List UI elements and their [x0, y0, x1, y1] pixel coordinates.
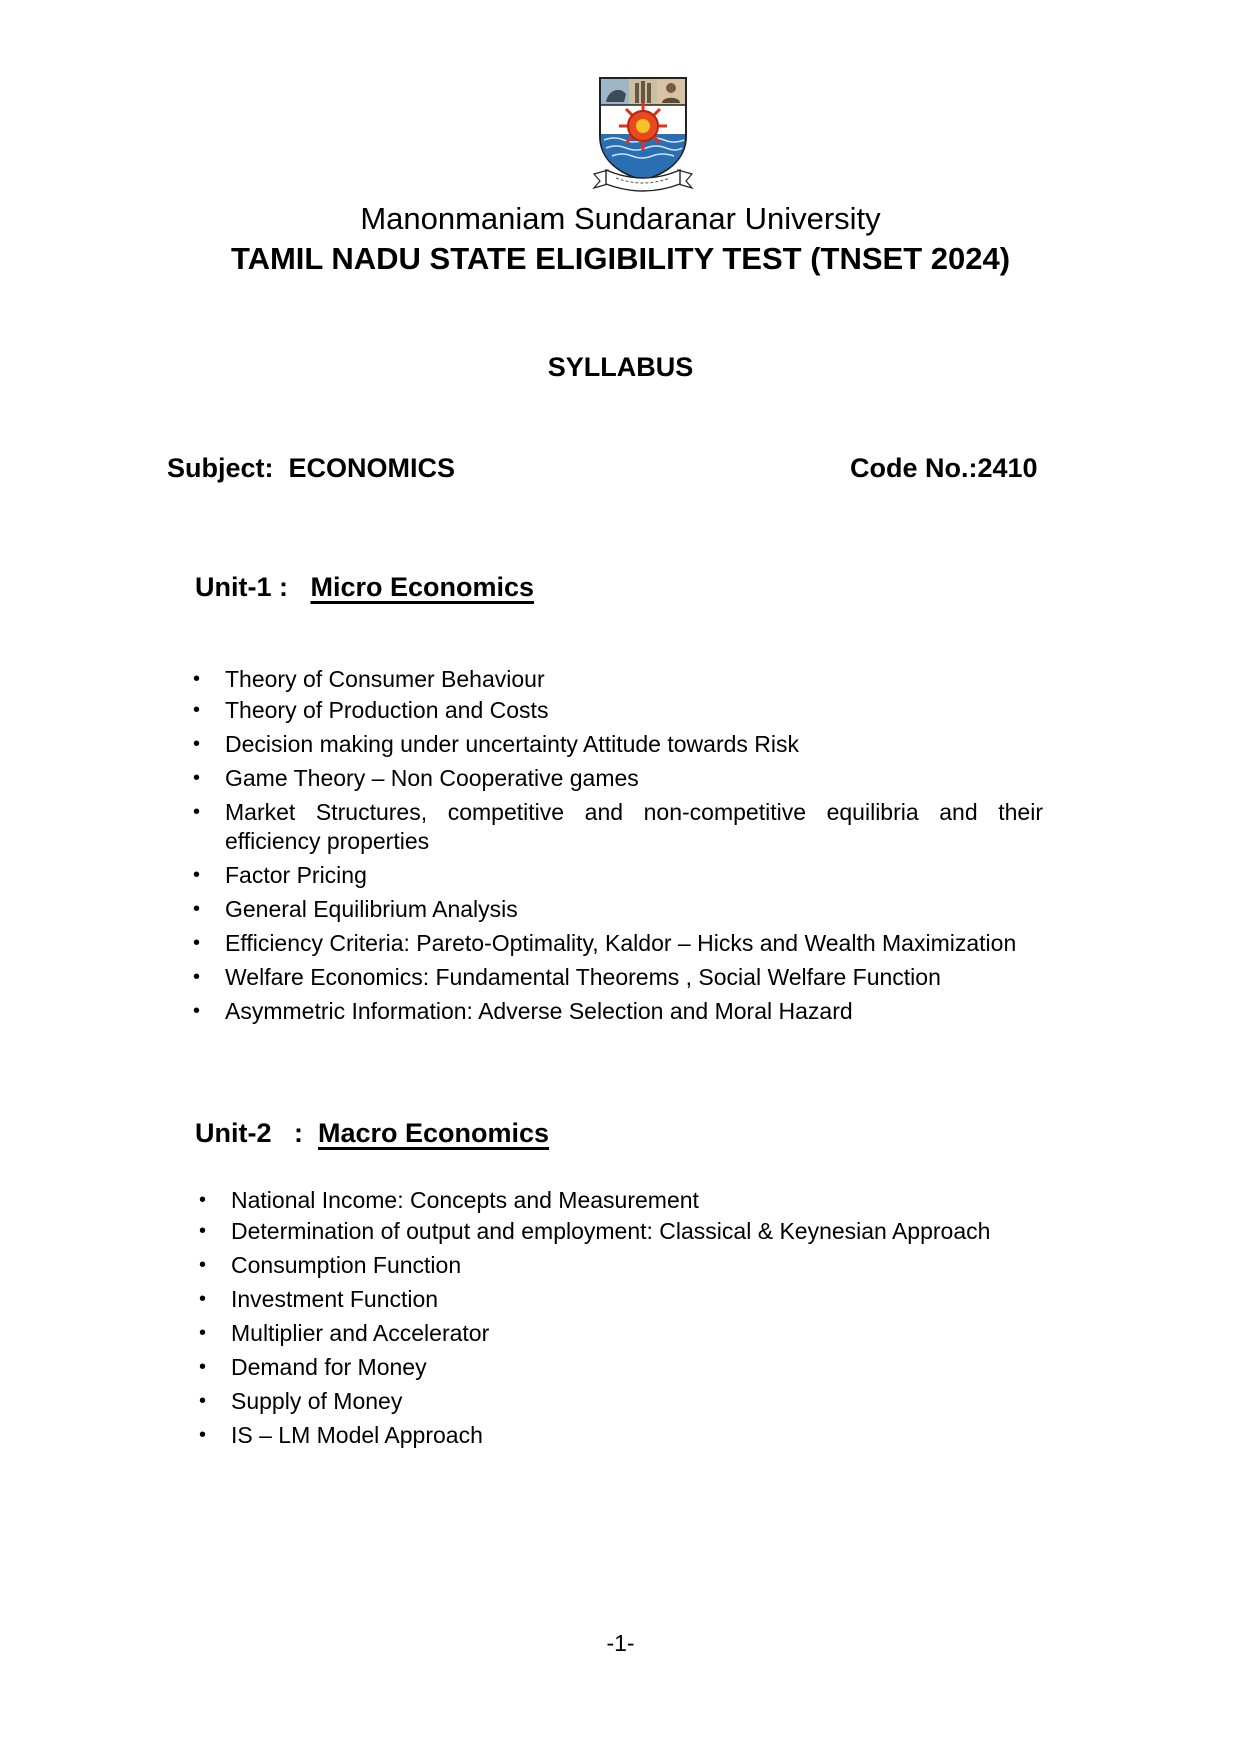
- university-emblem-logo: [588, 74, 698, 196]
- university-name: Manonmaniam Sundaranar University: [360, 201, 881, 236]
- page-number: -1-: [606, 1630, 635, 1656]
- list-item: • Consumption Function: [199, 1251, 1099, 1280]
- code-number: Code No.:2410: [850, 453, 1038, 483]
- list-item: • Market Structures, competitive and non-competitive equilibria and their efficiency properties: [193, 798, 1043, 856]
- unit-1-heading: [195, 570, 534, 604]
- list-item: • Asymmetric Information: Adverse Selection and Moral Hazard: [193, 997, 1043, 1026]
- list-item: • Welfare Economics: Fundamental Theorems , Social Welfare Function: [193, 963, 1043, 992]
- exam-title: TAMIL NADU STATE ELIGIBILITY TEST (TNSET 2024): [230, 241, 1011, 276]
- list-item: • Determination of output and employment: Classical & Keynesian Approach: [199, 1217, 1099, 1246]
- list-item: • Theory of Production and Costs: [193, 696, 1043, 725]
- unit-2-topic-list: [199, 1186, 1099, 1455]
- unit-1-topic-list: [193, 665, 1043, 1031]
- list-item: • Decision making under uncertainty Attitude towards Risk: [193, 730, 1043, 759]
- list-item: • Game Theory – Non Cooperative games: [193, 764, 1043, 793]
- unit-1-title: Micro Economics: [310, 572, 535, 602]
- list-item: • General Equilibrium Analysis: [193, 895, 1043, 924]
- list-item: • Efficiency Criteria: Pareto-Optimality, Kaldor – Hicks and Wealth Maximization: [193, 929, 1043, 958]
- document-heading: SYLLABUS: [547, 352, 694, 382]
- list-item: • National Income: Concepts and Measurement: [199, 1186, 1099, 1215]
- list-item: • IS – LM Model Approach: [199, 1421, 1099, 1450]
- list-item: • Investment Function: [199, 1285, 1099, 1314]
- list-item: • Factor Pricing: [193, 861, 1043, 890]
- unit-2-label: Unit-2 :: [195, 1118, 318, 1148]
- unit-2-title: Macro Economics: [318, 1118, 550, 1148]
- list-item: • Supply of Money: [199, 1387, 1099, 1416]
- list-item: • Theory of Consumer Behaviour: [193, 665, 1043, 694]
- subject-label: Subject: ECONOMICS: [167, 453, 456, 483]
- list-item: • Multiplier and Accelerator: [199, 1319, 1099, 1348]
- unit-1-label: Unit-1 :: [195, 572, 311, 602]
- unit-2-heading: [195, 1116, 549, 1150]
- list-item: • Demand for Money: [199, 1353, 1099, 1382]
